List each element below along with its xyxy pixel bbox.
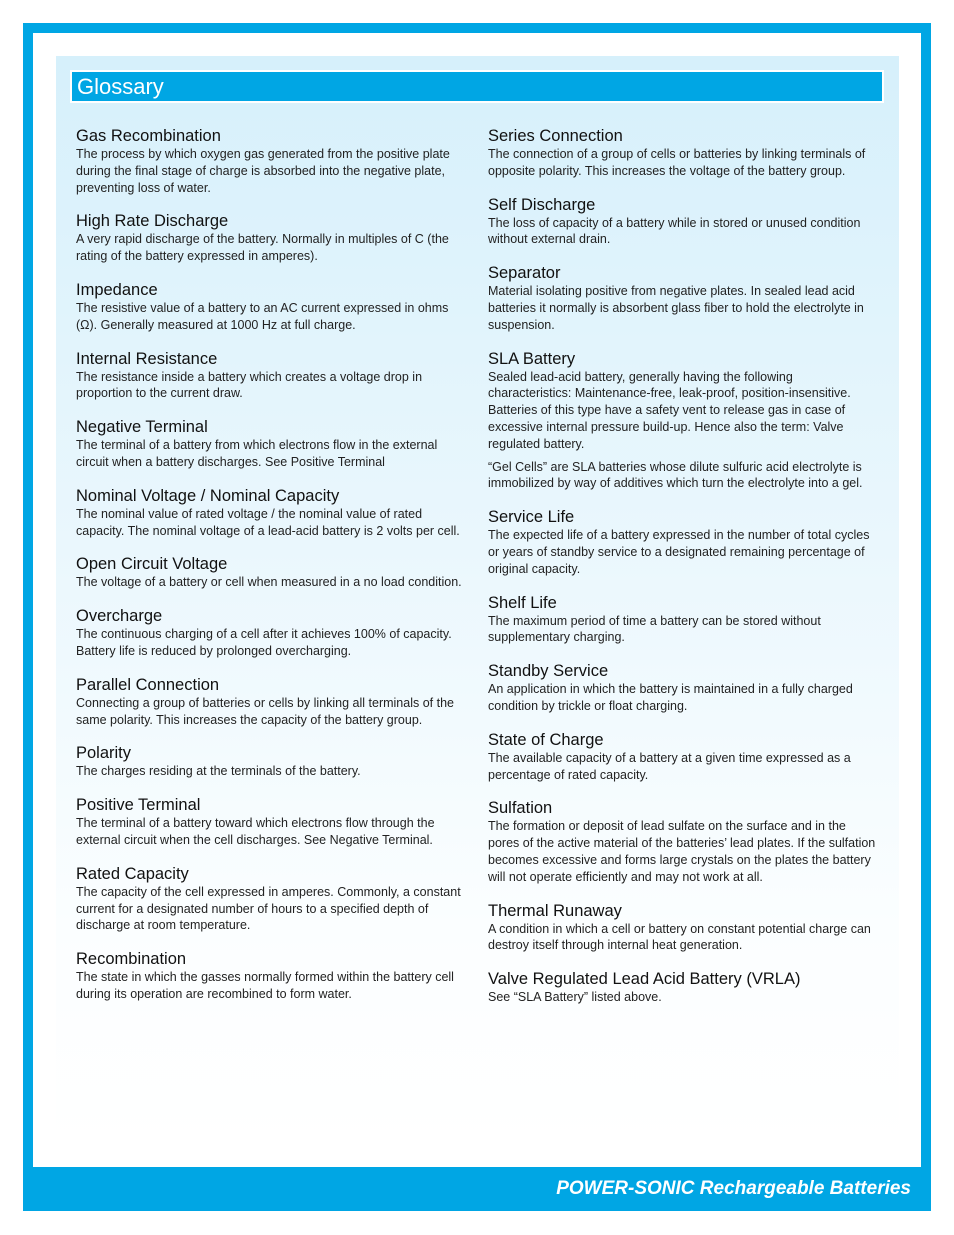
glossary-term: Overcharge (76, 607, 163, 626)
glossary-definition: A very rapid discharge of the battery. Normally in multiples of C (the rating of the battery expressed in amperes). (76, 232, 449, 264)
glossary-entry (76, 864, 466, 934)
glossary-entry (76, 126, 466, 196)
glossary-definition: The expected life of a battery expressed in the number of total cycles or years of standby service to a designated remaining percentage of original capacity. (488, 528, 870, 576)
glossary-term: Gas Recombination (76, 127, 221, 145)
glossary-term: Standby Service (488, 662, 609, 681)
glossary-entry (76, 606, 466, 660)
glossary-term: Shelf Life (488, 593, 557, 612)
page-border (23, 23, 931, 1211)
glossary-definition: The formation or deposit of lead sulfate on the surface and in the pores of the active material of the batteries’ lead plates. If the sulfation becomes excessive and forms large crystals on the plates the battery will not operate efficiently and may not work at all. (488, 819, 876, 884)
glossary-entry (488, 798, 878, 885)
glossary-entry (488, 901, 878, 955)
glossary-term: Rated Capacity (76, 864, 189, 883)
glossary-entry (488, 661, 878, 715)
glossary-term: Negative Terminal (76, 418, 208, 437)
glossary-entry (488, 730, 878, 784)
glossary-entry (76, 417, 466, 471)
glossary-definition: A condition in which a cell or battery on constant potential charge can destroy itself through internal heat generation. (488, 921, 871, 953)
glossary-definition: The terminal of a battery from which electrons flow in the external circuit when a battery discharges. See Positive Terminal (76, 438, 438, 469)
glossary-term: Service Life (488, 508, 575, 527)
glossary-entry (488, 263, 878, 333)
glossary-term: High Rate Discharge (76, 212, 229, 231)
page-title: Glossary (77, 74, 164, 99)
glossary-definition-extra: “Gel Cells” are SLA batteries whose dilute sulfuric acid electrolyte is immobilized by way of additives which turn the electrolyte into a gel. (488, 459, 863, 491)
page-inner (33, 33, 921, 1167)
glossary-term: Impedance (76, 280, 158, 299)
glossary-term: Parallel Connection (76, 675, 220, 694)
glossary-definition: The charges residing at the terminals of the battery. (76, 764, 361, 779)
glossary-entry (488, 195, 878, 249)
glossary-definition: The connection of a group of cells or batteries by linking terminals of opposite polarity. This increases the voltage of the battery group. (488, 147, 866, 178)
glossary-entry (488, 126, 878, 180)
glossary-term: Separator (488, 264, 561, 283)
glossary-definition: The resistive value of a battery to an AC current expressed in ohms (Ω). Generally measured at 1000 Hz at full charge. (76, 300, 449, 332)
glossary-term: Thermal Runaway (488, 901, 622, 920)
right-column (488, 126, 878, 1021)
glossary-term: Positive Terminal (76, 796, 201, 815)
glossary-definition: The terminal of a battery toward which electrons flow through the external circuit when the cell discharges. See Negative Terminal. (76, 816, 435, 847)
glossary-entry (488, 969, 878, 1006)
glossary-term: State of Charge (488, 730, 604, 749)
glossary-term: Open Circuit Voltage (76, 555, 228, 574)
glossary-entry (488, 349, 878, 493)
glossary-definition: Material isolating positive from negative plates. In sealed lead acid batteries it normally is absorbent glass fiber to hold the electrolyte in suspension. (488, 284, 864, 332)
left-column (76, 126, 466, 1018)
glossary-term: Valve Regulated Lead Acid Battery (VRLA) (488, 970, 801, 989)
glossary-entry (76, 349, 466, 403)
glossary-term: Polarity (76, 744, 132, 763)
glossary-definition: The process by which oxygen gas generated from the positive plate during the final stage of charge is absorbed into the negative plate, preventing loss of water. (76, 147, 450, 195)
glossary-term: Recombination (76, 950, 187, 969)
glossary-term: SLA Battery (488, 349, 576, 368)
glossary-definition: Connecting a group of batteries or cells by linking all terminals of the same polarity. This increases the capacity of the battery group. (76, 695, 454, 727)
glossary-entry (76, 795, 466, 849)
glossary-definition: See “SLA Battery” listed above. (488, 990, 662, 1005)
glossary-definition: The resistance inside a battery which creates a voltage drop in proportion to the current draw. (76, 369, 423, 401)
title-bar (70, 70, 884, 103)
glossary-entry (76, 554, 466, 591)
glossary-definition: The voltage of a battery or cell when measured in a no load condition. (76, 575, 462, 590)
glossary-entry (76, 211, 466, 265)
glossary-definition: The continuous charging of a cell after it achieves 100% of capacity. Battery life is reduced by prolonged overcharging. (76, 627, 452, 658)
glossary-entry (76, 675, 466, 729)
glossary-definition: Sealed lead-acid battery, generally having the following characteristics: Maintenance-free, leak-proof, position-insensitive. Batteries of this type have a safety vent to release gas in case of excessive internal pressure build-up. Hence also the term: Valve regulated battery. (488, 369, 851, 451)
glossary-entry (76, 949, 466, 1003)
glossary-entry (488, 593, 878, 647)
brand-footer: POWER-SONIC Rechargeable Batteries (556, 1178, 911, 1199)
glossary-definition: The nominal value of rated voltage / the nominal value of rated capacity. The nominal voltage of a lead-acid battery is 2 volts per cell. (76, 506, 460, 538)
glossary-term: Sulfation (488, 799, 553, 818)
glossary-panel (56, 56, 899, 1143)
glossary-term: Nominal Voltage / Nominal Capacity (76, 486, 340, 505)
glossary-term: Self Discharge (488, 195, 596, 214)
glossary-entry (76, 280, 466, 334)
glossary-definition: The state in which the gasses normally formed within the battery cell during its operation are recombined to form water. (76, 970, 454, 1001)
glossary-definition: An application in which the battery is maintained in a fully charged condition by trickle or float charging. (488, 682, 853, 713)
glossary-term: Internal Resistance (76, 349, 218, 368)
glossary-definition: The loss of capacity of a battery while in stored or unused condition without external drain. (488, 215, 861, 247)
glossary-definition: The available capacity of a battery at a given time expressed as a percentage of rated capacity. (488, 750, 851, 782)
glossary-entry (76, 743, 466, 780)
glossary-entry (76, 486, 466, 540)
glossary-entry (488, 507, 878, 577)
glossary-definition: The capacity of the cell expressed in amperes. Commonly, a constant current for a designated number of hours to a specified depth of discharge at room temperature. (76, 884, 461, 933)
glossary-term: Series Connection (488, 127, 623, 145)
glossary-definition: The maximum period of time a battery can be stored without supplementary charging. (488, 613, 821, 645)
